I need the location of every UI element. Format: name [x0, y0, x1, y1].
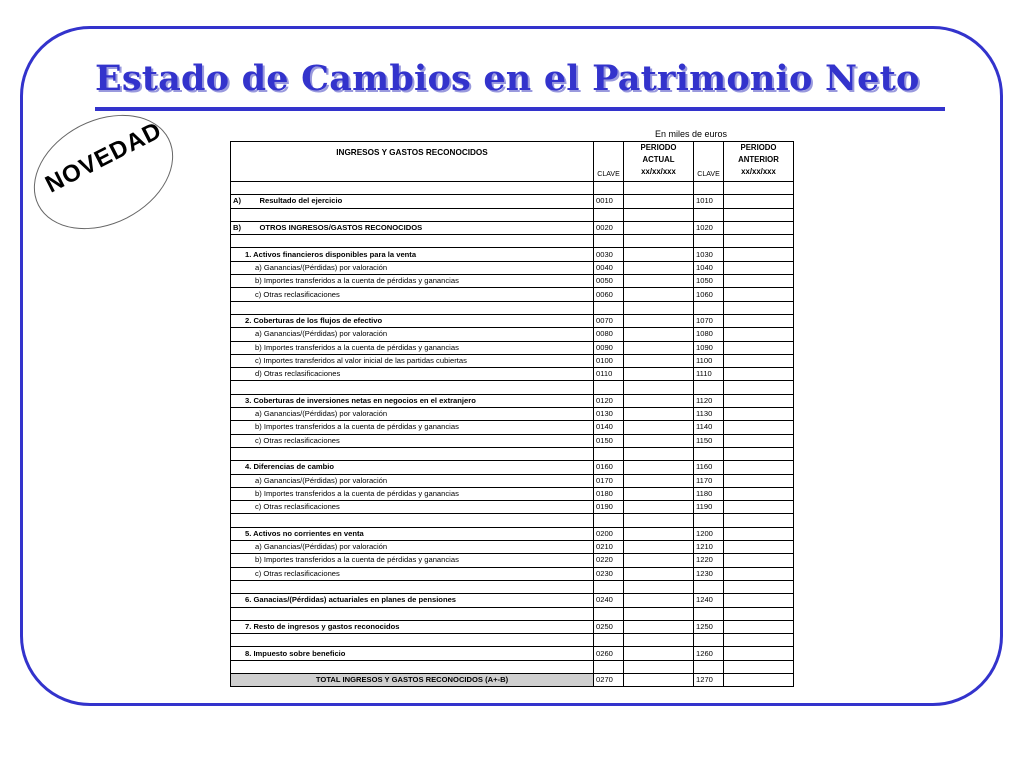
blank-cell — [694, 514, 724, 527]
blank-cell — [694, 634, 724, 647]
row-code-anterior: 1260 — [694, 647, 724, 660]
table-row — [231, 328, 794, 341]
row-code-anterior: 1200 — [694, 527, 724, 540]
row-label: d) Otras reclasificaciones — [231, 368, 594, 381]
row-code-anterior: 1140 — [694, 421, 724, 434]
table-row — [231, 248, 794, 261]
header-anterior-line1: PERIODO — [740, 143, 777, 152]
row-label: a) Ganancias/(Pérdidas) por valoración — [231, 261, 594, 274]
blank-cell — [231, 580, 594, 593]
blank-cell — [231, 182, 594, 195]
header-anterior-line3: xx/xx/xxx — [741, 167, 776, 176]
blank-cell — [231, 634, 594, 647]
blank-cell — [231, 301, 594, 314]
row-label: 5. Activos no corrientes en venta — [231, 527, 594, 540]
row-value-actual — [624, 594, 694, 607]
row-code-anterior: 1210 — [694, 541, 724, 554]
table-row — [231, 288, 794, 301]
row-code-anterior: 1250 — [694, 620, 724, 633]
row-value-anterior — [724, 195, 794, 208]
row-value-actual — [624, 221, 694, 234]
table-row — [231, 461, 794, 474]
statement-table — [230, 141, 794, 687]
row-label: b) Importes transferidos a la cuenta de pérdidas y ganancias — [231, 421, 594, 434]
blank-row — [231, 580, 794, 593]
row-label: b) Importes transferidos a la cuenta de pérdidas y ganancias — [231, 341, 594, 354]
row-label: c) Otras reclasificaciones — [231, 288, 594, 301]
row-code-actual: 0030 — [594, 248, 624, 261]
blank-cell — [594, 660, 624, 673]
row-code-anterior: 1170 — [694, 474, 724, 487]
row-code-actual: 0160 — [594, 461, 624, 474]
blank-cell — [231, 447, 594, 460]
blank-cell — [724, 447, 794, 460]
row-value-actual — [624, 461, 694, 474]
blank-cell — [694, 447, 724, 460]
row-code-actual: 0120 — [594, 394, 624, 407]
row-value-actual — [624, 394, 694, 407]
row-code-actual: 0080 — [594, 328, 624, 341]
blank-cell — [624, 381, 694, 394]
row-value-actual — [624, 261, 694, 274]
blank-cell — [594, 607, 624, 620]
row-code-anterior: 1160 — [694, 461, 724, 474]
blank-cell — [624, 607, 694, 620]
blank-cell — [724, 208, 794, 221]
row-value-anterior — [724, 341, 794, 354]
row-code-anterior: 1220 — [694, 554, 724, 567]
table-row — [231, 527, 794, 540]
header-clave-actual: CLAVE — [594, 142, 624, 182]
table-row — [231, 594, 794, 607]
units-label: En miles de euros — [655, 129, 728, 139]
header-clave-anterior: CLAVE — [694, 142, 724, 182]
blank-cell — [624, 514, 694, 527]
row-code-actual: 0100 — [594, 354, 624, 367]
table-row — [231, 647, 794, 660]
row-code-actual: 0060 — [594, 288, 624, 301]
row-code-anterior: 1150 — [694, 434, 724, 447]
blank-cell — [594, 182, 624, 195]
row-value-actual — [624, 541, 694, 554]
row-value-actual — [624, 368, 694, 381]
row-label: a) Ganancias/(Pérdidas) por valoración — [231, 541, 594, 554]
blank-row — [231, 514, 794, 527]
row-code-actual: 0110 — [594, 368, 624, 381]
table-row — [231, 341, 794, 354]
row-value-anterior — [724, 408, 794, 421]
row-code-anterior: 1090 — [694, 341, 724, 354]
row-value-actual — [624, 341, 694, 354]
header-periodo-actual — [624, 142, 694, 182]
blank-cell — [694, 607, 724, 620]
row-value-actual — [624, 314, 694, 327]
row-code-anterior: 1080 — [694, 328, 724, 341]
row-code-actual: 0260 — [594, 647, 624, 660]
row-value-actual — [624, 567, 694, 580]
blank-row — [231, 634, 794, 647]
blank-cell — [724, 514, 794, 527]
blank-cell — [694, 182, 724, 195]
blank-row — [231, 301, 794, 314]
row-value-actual — [624, 354, 694, 367]
row-code-actual: 0070 — [594, 314, 624, 327]
blank-cell — [594, 634, 624, 647]
row-value-anterior — [724, 474, 794, 487]
blank-row — [231, 235, 794, 248]
row-value-anterior — [724, 541, 794, 554]
row-code-actual: 0040 — [594, 261, 624, 274]
row-code-anterior: 1110 — [694, 368, 724, 381]
row-label: OTROS INGRESOS/GASTOS RECONOCIDOS — [258, 221, 594, 234]
row-code-actual: 0130 — [594, 408, 624, 421]
total-row — [231, 673, 794, 686]
row-code-anterior: 1100 — [694, 354, 724, 367]
row-label: b) Importes transferidos a la cuenta de pérdidas y ganancias — [231, 487, 594, 500]
row-label: Resultado del ejercicio — [258, 195, 594, 208]
blank-cell — [624, 580, 694, 593]
row-value-actual — [624, 288, 694, 301]
row-code-actual: 0050 — [594, 275, 624, 288]
blank-cell — [624, 447, 694, 460]
row-label: 4. Diferencias de cambio — [231, 461, 594, 474]
row-label: c) Otras reclasificaciones — [231, 434, 594, 447]
table-row — [231, 501, 794, 514]
row-label: 6. Ganacias/(Pérdidas) actuariales en planes de pensiones — [231, 594, 594, 607]
table-row — [231, 368, 794, 381]
header-anterior-line2: ANTERIOR — [738, 155, 779, 164]
blank-row — [231, 208, 794, 221]
blank-row — [231, 381, 794, 394]
row-code-anterior: 1070 — [694, 314, 724, 327]
table-row — [231, 554, 794, 567]
blank-cell — [724, 634, 794, 647]
blank-cell — [694, 381, 724, 394]
blank-cell — [594, 447, 624, 460]
header-actual-line3: xx/xx/xxx — [641, 167, 676, 176]
row-value-actual — [624, 647, 694, 660]
row-value-anterior — [724, 328, 794, 341]
row-value-anterior — [724, 288, 794, 301]
novedad-stamp-text: NOVEDAD — [41, 116, 167, 199]
table-row — [231, 421, 794, 434]
blank-row — [231, 607, 794, 620]
blank-cell — [694, 235, 724, 248]
title-underline — [95, 107, 945, 111]
row-value-anterior — [724, 647, 794, 660]
row-code-actual: 0270 — [594, 673, 624, 686]
row-code-actual: 0140 — [594, 421, 624, 434]
blank-cell — [624, 660, 694, 673]
row-code-actual: 0200 — [594, 527, 624, 540]
row-label: a) Ganancias/(Pérdidas) por valoración — [231, 328, 594, 341]
row-code-actual: 0010 — [594, 195, 624, 208]
row-letter: A) — [231, 195, 258, 208]
row-value-anterior — [724, 567, 794, 580]
row-value-anterior — [724, 261, 794, 274]
blank-cell — [624, 208, 694, 221]
table-row — [231, 275, 794, 288]
table-row — [231, 434, 794, 447]
row-code-anterior: 1240 — [694, 594, 724, 607]
blank-row — [231, 182, 794, 195]
row-label: b) Importes transferidos a la cuenta de pérdidas y ganancias — [231, 554, 594, 567]
row-code-actual: 0170 — [594, 474, 624, 487]
row-value-actual — [624, 248, 694, 261]
row-value-actual — [624, 673, 694, 686]
total-label: TOTAL INGRESOS Y GASTOS RECONOCIDOS (A+-B) — [231, 673, 594, 686]
slide-title: Estado de Cambios en el Patrimonio Neto — [95, 58, 920, 99]
row-value-anterior — [724, 461, 794, 474]
row-code-anterior: 1270 — [694, 673, 724, 686]
blank-cell — [694, 580, 724, 593]
table-row — [231, 314, 794, 327]
table-row — [231, 620, 794, 633]
row-value-anterior — [724, 314, 794, 327]
row-label: 2. Coberturas de los flujos de efectivo — [231, 314, 594, 327]
blank-cell — [694, 301, 724, 314]
row-value-anterior — [724, 434, 794, 447]
row-code-actual: 0020 — [594, 221, 624, 234]
blank-cell — [231, 208, 594, 221]
blank-cell — [594, 580, 624, 593]
blank-cell — [231, 607, 594, 620]
blank-cell — [594, 514, 624, 527]
row-value-actual — [624, 328, 694, 341]
row-label: 3. Coberturas de inversiones netas en negocios en el extranjero — [231, 394, 594, 407]
row-value-actual — [624, 527, 694, 540]
row-code-anterior: 1190 — [694, 501, 724, 514]
table-row — [231, 474, 794, 487]
row-label: c) Otras reclasificaciones — [231, 501, 594, 514]
row-code-anterior: 1040 — [694, 261, 724, 274]
row-label: c) Otras reclasificaciones — [231, 567, 594, 580]
header-actual-line2: ACTUAL — [642, 155, 675, 164]
blank-cell — [724, 235, 794, 248]
row-label: a) Ganancias/(Pérdidas) por valoración — [231, 474, 594, 487]
row-letter: B) — [231, 221, 258, 234]
row-value-anterior — [724, 673, 794, 686]
row-value-anterior — [724, 275, 794, 288]
blank-cell — [724, 580, 794, 593]
blank-cell — [231, 235, 594, 248]
row-label: 8. Impuesto sobre beneficio — [231, 647, 594, 660]
row-value-anterior — [724, 248, 794, 261]
header-title: INGRESOS Y GASTOS RECONOCIDOS — [231, 142, 594, 182]
row-value-actual — [624, 275, 694, 288]
row-value-actual — [624, 421, 694, 434]
table-row — [231, 567, 794, 580]
table-row — [231, 354, 794, 367]
row-value-anterior — [724, 487, 794, 500]
row-value-actual — [624, 434, 694, 447]
blank-cell — [724, 182, 794, 195]
row-value-actual — [624, 195, 694, 208]
table-row — [231, 261, 794, 274]
blank-cell — [594, 235, 624, 248]
blank-cell — [594, 381, 624, 394]
row-value-anterior — [724, 421, 794, 434]
blank-cell — [594, 208, 624, 221]
row-code-actual: 0190 — [594, 501, 624, 514]
row-value-actual — [624, 408, 694, 421]
row-code-actual: 0230 — [594, 567, 624, 580]
blank-row — [231, 447, 794, 460]
row-value-anterior — [724, 501, 794, 514]
blank-cell — [724, 607, 794, 620]
row-code-actual: 0240 — [594, 594, 624, 607]
row-code-anterior: 1180 — [694, 487, 724, 500]
row-code-anterior: 1020 — [694, 221, 724, 234]
blank-cell — [624, 301, 694, 314]
row-value-anterior — [724, 221, 794, 234]
row-value-anterior — [724, 527, 794, 540]
row-code-anterior: 1120 — [694, 394, 724, 407]
table-row — [231, 541, 794, 554]
blank-cell — [624, 634, 694, 647]
row-value-anterior — [724, 594, 794, 607]
row-value-anterior — [724, 394, 794, 407]
table-row — [231, 408, 794, 421]
row-code-anterior: 1130 — [694, 408, 724, 421]
row-code-actual: 0210 — [594, 541, 624, 554]
table-row — [231, 394, 794, 407]
blank-cell — [624, 235, 694, 248]
row-label: 1. Activos financieros disponibles para la venta — [231, 248, 594, 261]
blank-cell — [231, 381, 594, 394]
blank-cell — [231, 660, 594, 673]
blank-cell — [694, 660, 724, 673]
row-value-anterior — [724, 354, 794, 367]
header-actual-line1: PERIODO — [640, 143, 677, 152]
row-value-anterior — [724, 368, 794, 381]
row-code-actual: 0150 — [594, 434, 624, 447]
row-value-anterior — [724, 620, 794, 633]
row-code-anterior: 1060 — [694, 288, 724, 301]
row-value-actual — [624, 554, 694, 567]
row-code-actual: 0180 — [594, 487, 624, 500]
row-value-actual — [624, 487, 694, 500]
table-row — [231, 221, 794, 234]
blank-row — [231, 660, 794, 673]
row-code-anterior: 1230 — [694, 567, 724, 580]
blank-cell — [724, 660, 794, 673]
row-code-anterior: 1010 — [694, 195, 724, 208]
blank-cell — [594, 301, 624, 314]
statement-table-container — [230, 141, 793, 687]
table-row — [231, 487, 794, 500]
header-periodo-anterior — [724, 142, 794, 182]
row-label: b) Importes transferidos a la cuenta de pérdidas y ganancias — [231, 275, 594, 288]
row-value-actual — [624, 620, 694, 633]
row-code-anterior: 1030 — [694, 248, 724, 261]
row-label: c) Importes transferidos al valor inicial de las partidas cubiertas — [231, 354, 594, 367]
row-label: a) Ganancias/(Pérdidas) por valoración — [231, 408, 594, 421]
blank-cell — [724, 381, 794, 394]
blank-cell — [694, 208, 724, 221]
row-value-anterior — [724, 554, 794, 567]
row-label: 7. Resto de ingresos y gastos reconocidos — [231, 620, 594, 633]
row-code-anterior: 1050 — [694, 275, 724, 288]
row-value-actual — [624, 501, 694, 514]
row-code-actual: 0220 — [594, 554, 624, 567]
row-code-actual: 0250 — [594, 620, 624, 633]
row-value-actual — [624, 474, 694, 487]
blank-cell — [624, 182, 694, 195]
table-row — [231, 195, 794, 208]
row-code-actual: 0090 — [594, 341, 624, 354]
blank-cell — [724, 301, 794, 314]
blank-cell — [231, 514, 594, 527]
